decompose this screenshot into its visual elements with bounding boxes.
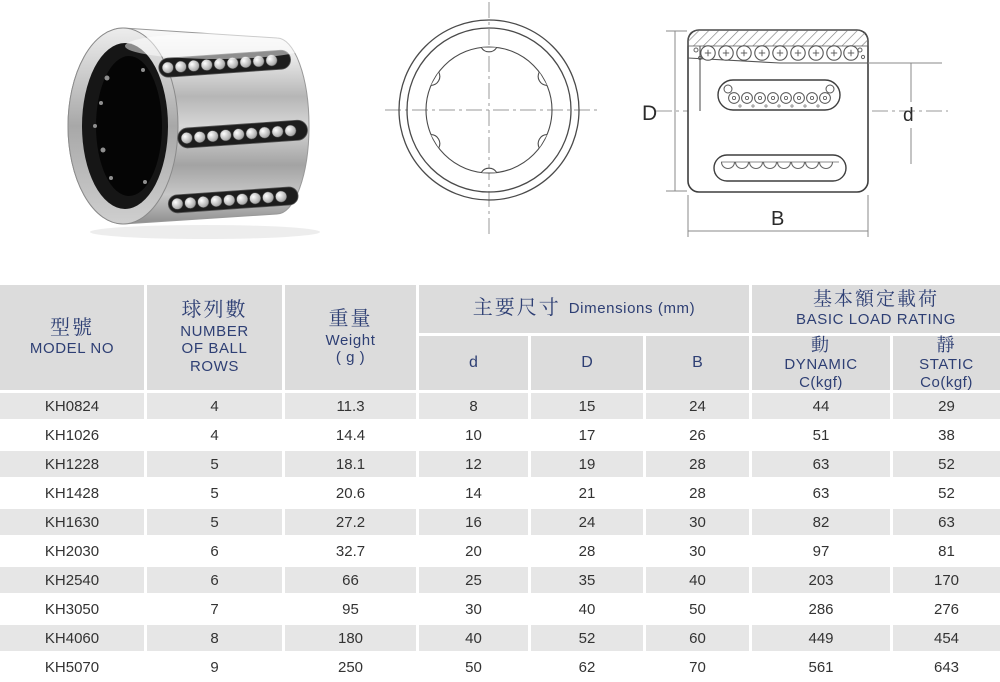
cell-weight: 20.6 [285,480,416,506]
cell-dynamic-c: 44 [752,393,890,419]
cell-ball-rows: 6 [147,538,282,564]
header-dim-B: B [646,336,749,390]
cell-dim-B: 60 [646,625,749,651]
cell-weight: 14.4 [285,422,416,448]
cell-ball-rows: 6 [147,567,282,593]
cell-static-co: 52 [893,480,1000,506]
cell-dim-d: 25 [419,567,528,593]
cell-ball-rows: 5 [147,480,282,506]
header-dynamic: 動 DYNAMIC C(kgf) [752,336,890,390]
cell-dim-d: 14 [419,480,528,506]
cell-dim-d: 50 [419,654,528,680]
cell-weight: 11.3 [285,393,416,419]
upper-slot [718,80,840,110]
cell-ball-rows: 5 [147,509,282,535]
lower-slot [714,155,846,181]
cell-dim-D: 24 [531,509,643,535]
cell-dim-B: 28 [646,480,749,506]
cell-dim-D: 21 [531,480,643,506]
cell-static-co: 454 [893,625,1000,651]
header-dim-d: d [419,336,528,390]
spec-table [0,285,1000,680]
table-row [0,567,1000,593]
cell-ball-rows: 4 [147,393,282,419]
table-row [0,422,1000,448]
cell-ball-rows: 9 [147,654,282,680]
cell-static-co: 276 [893,596,1000,622]
cell-weight: 27.2 [285,509,416,535]
cell-dim-d: 40 [419,625,528,651]
dim-label-B: B [771,208,785,230]
cell-dim-D: 19 [531,451,643,477]
header-dimensions-group: 主要尺寸 Dimensions (mm) [419,285,749,333]
header-model-no-en: MODEL NO [29,340,115,358]
table-row [0,654,1000,680]
cell-model-no: KH2540 [0,567,144,593]
cross-section-drawing [630,0,975,245]
cell-dim-D: 40 [531,596,643,622]
cell-dim-B: 26 [646,422,749,448]
cell-weight: 18.1 [285,451,416,477]
cell-ball-rows: 5 [147,451,282,477]
cell-model-no: KH1428 [0,480,144,506]
table-row [0,393,1000,419]
bearing-photo [45,8,345,243]
header-model-no [0,285,144,390]
cell-dynamic-c: 561 [752,654,890,680]
cell-model-no: KH2030 [0,538,144,564]
dim-label-d: d [903,105,914,126]
cell-static-co: 63 [893,509,1000,535]
front-view-drawing [385,0,600,240]
table-body [0,393,1000,680]
header-model-no-zh: 型號 [50,316,94,339]
cell-dynamic-c: 63 [752,451,890,477]
cell-weight: 32.7 [285,538,416,564]
table-header [0,285,1000,390]
cell-ball-rows: 7 [147,596,282,622]
cell-model-no: KH3050 [0,596,144,622]
cell-dim-B: 30 [646,509,749,535]
header-static: 靜 STATIC Co(kgf) [893,336,1000,390]
cell-dim-D: 52 [531,625,643,651]
dim-label-D: D [642,102,658,125]
cell-static-co: 170 [893,567,1000,593]
header-load-group: 基本額定載荷 BASIC LOAD RATING [752,285,1000,333]
cell-dim-B: 28 [646,451,749,477]
header-dim-D: D [531,336,643,390]
cell-dim-B: 50 [646,596,749,622]
cell-static-co: 52 [893,451,1000,477]
cell-dim-B: 70 [646,654,749,680]
cell-model-no: KH4060 [0,625,144,651]
cell-static-co: 38 [893,422,1000,448]
cell-dynamic-c: 286 [752,596,890,622]
cell-model-no: KH0824 [0,393,144,419]
table-row [0,596,1000,622]
cell-weight: 180 [285,625,416,651]
cell-dim-B: 30 [646,538,749,564]
table-row [0,509,1000,535]
cell-dim-B: 24 [646,393,749,419]
cell-dim-D: 28 [531,538,643,564]
cell-dim-D: 17 [531,422,643,448]
cell-static-co: 643 [893,654,1000,680]
cell-model-no: KH5070 [0,654,144,680]
table-row [0,480,1000,506]
cell-dim-d: 10 [419,422,528,448]
cell-dim-d: 8 [419,393,528,419]
header-ball-rows: 球列數 NUMBER OF BALL ROWS [147,285,282,390]
cell-model-no: KH1026 [0,422,144,448]
cell-dim-D: 35 [531,567,643,593]
cell-ball-rows: 8 [147,625,282,651]
cell-dynamic-c: 449 [752,625,890,651]
cell-ball-rows: 4 [147,422,282,448]
cell-weight: 66 [285,567,416,593]
table-row [0,451,1000,477]
cell-model-no: KH1228 [0,451,144,477]
cell-dim-d: 20 [419,538,528,564]
cell-model-no: KH1630 [0,509,144,535]
cell-dynamic-c: 203 [752,567,890,593]
cell-weight: 250 [285,654,416,680]
cell-dim-D: 15 [531,393,643,419]
cell-dynamic-c: 82 [752,509,890,535]
cell-static-co: 29 [893,393,1000,419]
cell-dim-d: 16 [419,509,528,535]
cell-static-co: 81 [893,538,1000,564]
cell-dynamic-c: 51 [752,422,890,448]
cell-dim-d: 12 [419,451,528,477]
header-weight: 重量 Weight ( g ) [285,285,416,390]
table-row [0,538,1000,564]
cell-dynamic-c: 63 [752,480,890,506]
cell-dim-B: 40 [646,567,749,593]
table-row [0,625,1000,651]
hatched-shell [688,30,868,46]
cell-dynamic-c: 97 [752,538,890,564]
cell-dim-d: 30 [419,596,528,622]
cell-dim-D: 62 [531,654,643,680]
cell-weight: 95 [285,596,416,622]
